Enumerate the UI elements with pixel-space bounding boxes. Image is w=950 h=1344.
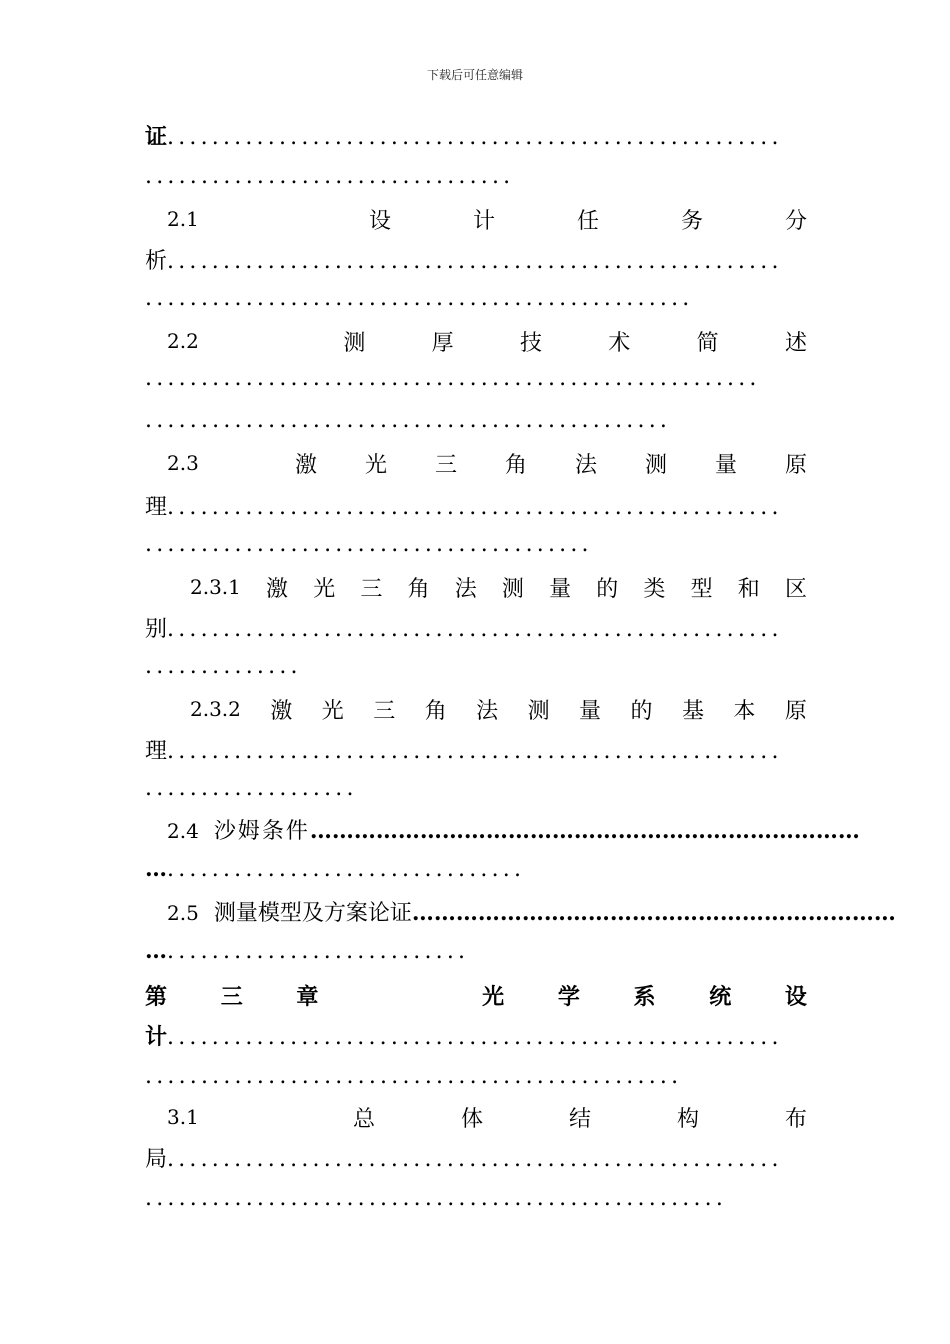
toc-line: [145, 164, 807, 198]
toc-dots: .......................................................: [167, 739, 783, 764]
toc-char: 分: [784, 208, 807, 234]
toc-char: 角: [407, 576, 430, 602]
toc-line: [145, 120, 807, 154]
toc-line: [145, 734, 807, 768]
toc-head: 局: [145, 1147, 168, 1172]
toc-dots: .................................: [145, 164, 515, 189]
toc-char: 光: [364, 452, 387, 478]
toc-char: 法: [454, 576, 477, 602]
toc-line: [145, 856, 807, 890]
toc-dots: .......................................................: [167, 249, 783, 274]
toc-char: 系: [633, 984, 656, 1010]
toc-number: 2.3: [167, 451, 199, 475]
toc-dots: …: [145, 856, 167, 882]
toc-char: 激: [294, 452, 317, 478]
toc-number: 2.1: [167, 207, 199, 231]
toc-char: 的: [630, 698, 653, 724]
toc-entry-2-5[interactable]: [167, 896, 896, 930]
toc-dots: ................................: [167, 857, 526, 882]
toc-char: 角: [504, 452, 527, 478]
toc-char: 第: [145, 984, 168, 1010]
toc-entry-2-4[interactable]: [167, 814, 860, 848]
toc-entry-3-1[interactable]: [167, 1100, 807, 1134]
toc-char: 布: [784, 1106, 807, 1132]
toc-char: 光: [482, 984, 505, 1010]
toc-chapter-3[interactable]: [145, 978, 807, 1012]
toc-entry-2-3-2[interactable]: [190, 692, 807, 726]
toc-char: 激: [266, 576, 289, 602]
toc-char: 和: [737, 576, 760, 602]
toc-char: 务: [680, 208, 703, 234]
toc-char: 三: [220, 984, 243, 1010]
toc-char: 光: [321, 698, 344, 724]
toc-char: 结: [568, 1106, 591, 1132]
toc-line: [145, 408, 807, 442]
toc-char: 述: [784, 330, 807, 356]
toc-char: 量: [579, 698, 602, 724]
toc-dots: .......................................................: [145, 366, 761, 391]
toc-char: 原: [784, 698, 807, 724]
toc-dots: ...............................................: [145, 408, 672, 433]
toc-line: [145, 286, 807, 320]
toc-dots: .......................................................: [167, 1025, 783, 1050]
toc-char: 计: [472, 208, 495, 234]
toc-dots: ........................................: [145, 532, 593, 557]
toc-head: 理: [145, 495, 168, 520]
toc-dots: .......................................................: [167, 495, 783, 520]
toc-char: 区: [784, 576, 807, 602]
toc-number: 2.2: [167, 329, 199, 353]
toc-head: 理: [145, 739, 168, 764]
toc-dots: …………………………………………………………: [411, 900, 896, 926]
toc-char: 设: [368, 208, 391, 234]
toc-char: 角: [424, 698, 447, 724]
toc-char: 测: [644, 452, 667, 478]
toc-char: 原: [784, 452, 807, 478]
toc-dots: ...................: [145, 776, 358, 801]
toc-entry-2-3-1[interactable]: [190, 570, 807, 604]
toc-line: [145, 1064, 807, 1098]
toc-char: 测: [501, 576, 524, 602]
toc-line: [145, 654, 807, 688]
toc-dots: .......................................................: [167, 125, 783, 150]
toc-head: 证: [145, 125, 168, 150]
toc-dots: …: [145, 938, 167, 964]
toc-char: 构: [676, 1106, 699, 1132]
toc-char: 简: [696, 330, 719, 356]
toc-entry-2-1[interactable]: [167, 202, 807, 236]
toc-dots: .......................................................: [167, 1147, 783, 1172]
toc-char: 激: [270, 698, 293, 724]
toc-char: 基: [681, 698, 704, 724]
toc-number: 2.4: [167, 819, 199, 843]
toc-title: 沙姆条件: [213, 819, 310, 844]
toc-char: 总: [352, 1106, 375, 1132]
toc-line: [145, 1020, 807, 1054]
toc-line: [145, 1186, 807, 1220]
toc-number: 2.3.1: [190, 575, 241, 599]
toc-dots: …………………………………………………………………: [309, 818, 860, 844]
toc-char: 厚: [431, 330, 454, 356]
toc-number: 2.3.2: [190, 697, 241, 721]
toc-dots: ................................................: [145, 1064, 683, 1089]
toc-dots: .......................................................: [167, 617, 783, 642]
toc-head: 计: [145, 1025, 168, 1050]
toc-char: 类: [643, 576, 666, 602]
toc-char: 测: [527, 698, 550, 724]
toc-head: 析: [145, 249, 168, 274]
toc-dots: ....................................................: [145, 1186, 728, 1211]
toc-line: [145, 490, 807, 524]
toc-line: [145, 366, 807, 400]
toc-char: 技: [519, 330, 542, 356]
toc-char: 的: [596, 576, 619, 602]
toc-line: [145, 612, 807, 646]
toc-char: 设: [784, 984, 807, 1010]
toc-char: 统: [709, 984, 732, 1010]
toc-line: [145, 532, 807, 566]
toc-char: 本: [733, 698, 756, 724]
toc-char: 型: [690, 576, 713, 602]
toc-char: 量: [549, 576, 572, 602]
toc-char: 三: [373, 698, 396, 724]
toc-entry-2-2[interactable]: [167, 324, 807, 358]
toc-char: 三: [434, 452, 457, 478]
toc-char: 测: [343, 330, 366, 356]
toc-dots: ..............: [145, 654, 302, 679]
toc-char: 体: [460, 1106, 483, 1132]
toc-number: 2.5: [167, 901, 199, 925]
toc-char: 章: [296, 984, 319, 1010]
toc-title: 测量模型及方案论证: [213, 901, 412, 926]
toc-entry-2-3[interactable]: [167, 446, 807, 480]
toc-char: 法: [476, 698, 499, 724]
toc-line: [145, 776, 807, 810]
toc-char: 三: [360, 576, 383, 602]
toc-line: [145, 1142, 807, 1176]
toc-line: [145, 244, 807, 278]
page-header: 下载后可任意编辑: [426, 68, 523, 82]
toc-head: 别: [145, 617, 168, 642]
toc-char: 量: [714, 452, 737, 478]
toc-char: 法: [574, 452, 597, 478]
toc-char: 任: [576, 208, 599, 234]
toc-char: 学: [557, 984, 580, 1010]
toc-number: 3.1: [167, 1105, 199, 1129]
toc-line: [145, 938, 807, 972]
toc-char: 术: [608, 330, 631, 356]
toc-dots: .................................................: [145, 286, 694, 311]
toc-dots: ...........................: [167, 939, 470, 964]
toc-char: 光: [313, 576, 336, 602]
